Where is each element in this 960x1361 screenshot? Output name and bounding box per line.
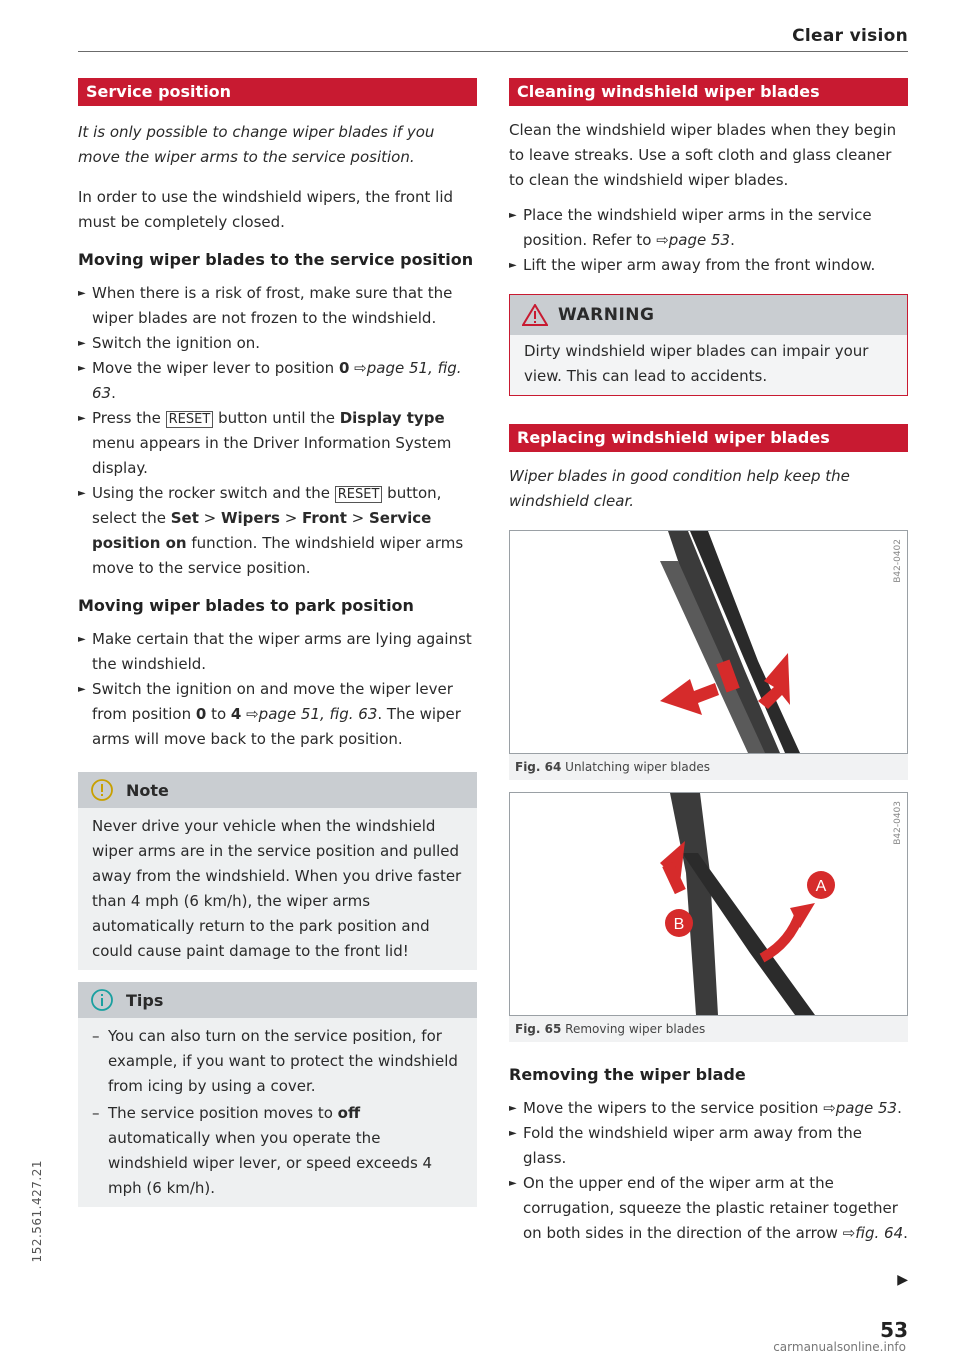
list-item: ► Move the wipers to the service position ⇨page 53. (509, 1096, 908, 1121)
section-title-cleaning: Cleaning windshield wiper blades (509, 78, 908, 106)
cleaning-intro: Clean the windshield wiper blades when they begin to leave streaks. Use a soft cloth and glass cleaner to clean the windshield wiper blades. (509, 121, 897, 189)
bullet-icon: ► (78, 413, 86, 424)
reset-key: RESET (166, 411, 214, 428)
tips-box (78, 982, 477, 1207)
page-reference-link[interactable]: ⇨page 51, fig. 63 (92, 359, 462, 402)
left-column (78, 78, 477, 1207)
bullet-icon: ► (78, 684, 86, 695)
service-lead: It is only possible to change wiper blades if you move the wiper arms to the service position. (78, 123, 435, 166)
list-item: ► When there is a risk of frost, make sure that the wiper blades are not frozen to the windshield. (78, 281, 477, 331)
page-reference-link[interactable]: ⇨page 53 (823, 1099, 898, 1117)
section-title-replacing: Replacing windshield wiper blades (509, 424, 908, 452)
bullet-icon: ► (78, 288, 86, 299)
figure-64-image (509, 530, 908, 754)
list-item: ► Lift the wiper arm away from the front window. (509, 253, 908, 278)
list-item: ► Place the windshield wiper arms in the service position. Refer to ⇨page 53. (509, 203, 908, 253)
label-a: A (815, 878, 827, 895)
service-steps (78, 281, 477, 581)
page-reference-link[interactable]: ⇨page 53 (656, 231, 731, 249)
cleaning-steps (509, 203, 908, 278)
park-steps (78, 627, 477, 752)
bullet-icon: ► (78, 634, 86, 645)
figure-reference-link[interactable]: ⇨fig. 64 (842, 1224, 904, 1242)
page-reference-link[interactable]: ⇨page 51, fig. 63 (241, 705, 378, 723)
reset-key: RESET (335, 486, 383, 503)
warning-header (510, 295, 907, 335)
note-text: Never drive your vehicle when the windshield wiper arms are in the service position and pulled away from the windshield. When you drive faster than 4 mph (6 km/h), the wiper arms automatically return to the park position and could cause paint damage to the front lid! (92, 817, 462, 960)
list-item: ► Using the rocker switch and the RESET button, select the Set > Wipers > Front > Service position on function. The windshield wiper arms move to the service position. (78, 481, 477, 581)
service-intro: In order to use the windshield wipers, the front lid must be completely closed. (78, 188, 454, 231)
figure-65-image (509, 792, 908, 1016)
list-item: ► Switch the ignition on and move the wiper lever from position 0 to 4 ⇨page 51, fig. 63. The wiper arms will move back to the park position. (78, 677, 477, 752)
bullet-icon: ► (78, 488, 86, 499)
warning-text: Dirty windshield wiper blades can impair your view. This can lead to accidents. (524, 342, 869, 385)
tips-header (78, 982, 477, 1018)
bullet-icon: ► (509, 1103, 517, 1114)
bullet-icon: ► (509, 1128, 517, 1139)
figure-65 (509, 792, 908, 1042)
wiper-removing-illustration (510, 793, 907, 1015)
figure-64-code: B42-0402 (893, 539, 903, 583)
margin-document-code: 152.561.427.21 (30, 1160, 44, 1263)
list-item: ► Make certain that the wiper arms are lying against the windshield. (78, 627, 477, 677)
wiper-unlatching-illustration (510, 531, 907, 753)
bullet-icon: ► (78, 338, 86, 349)
continue-arrow-icon: ▶ (897, 1272, 908, 1288)
list-item: ► Move the wiper lever to position 0 ⇨page 51, fig. 63. (78, 356, 477, 406)
bullet-icon: ► (509, 1178, 517, 1189)
bullet-icon: ► (78, 363, 86, 374)
subheading-park-position: Moving wiper blades to park position (78, 596, 414, 615)
figure-65-code: B42-0403 (893, 801, 903, 845)
bullet-icon: ► (509, 260, 517, 271)
subheading-removing: Removing the wiper blade (509, 1065, 746, 1084)
note-box (78, 772, 477, 970)
tips-label: Tips (126, 990, 164, 1010)
note-label: Note (126, 780, 169, 800)
list-item: – You can also turn on the service position, for example, if you want to protect the windshield from icing by using a cover. (92, 1027, 458, 1095)
subheading-service-position: Moving wiper blades to the service position (78, 250, 474, 269)
figure-65-caption: Fig. 65 Removing wiper blades (509, 1016, 908, 1042)
watermark: carmanualsonline.info (773, 1340, 906, 1354)
figure-64 (509, 530, 908, 780)
warning-triangle-icon (522, 304, 548, 326)
list-item: ► Switch the ignition on. (78, 331, 477, 356)
removing-steps (509, 1096, 908, 1246)
info-icon (90, 988, 114, 1012)
bullet-icon: ► (509, 210, 517, 221)
warning-label: WARNING (558, 305, 655, 325)
label-b: B (673, 916, 685, 933)
figure-64-caption: Fig. 64 Unlatching wiper blades (509, 754, 908, 780)
page-header-rule (78, 51, 908, 52)
list-item: ► Fold the windshield wiper arm away from the glass. (509, 1121, 908, 1171)
page-header-title: Clear vision (792, 26, 908, 46)
tips-body (78, 1018, 477, 1207)
list-item: ► Press the RESET button until the Display type menu appears in the Driver Information System display. (78, 406, 477, 481)
list-item: – The service position moves to off automatically when you operate the windshield wiper lever, or speed exceeds 4 mph (6 km/h). (92, 1104, 433, 1197)
right-column (509, 78, 908, 1246)
section-title-service-position: Service position (78, 78, 477, 106)
page-number: 53 (880, 1318, 908, 1342)
note-icon (90, 778, 114, 802)
list-item: ► On the upper end of the wiper arm at the corrugation, squeeze the plastic retainer together on both sides in the direction of the arrow ⇨fig. 64. (509, 1171, 908, 1246)
warning-box (509, 294, 908, 396)
note-header (78, 772, 477, 808)
replacing-lead: Wiper blades in good condition help keep the windshield clear. (509, 467, 850, 510)
